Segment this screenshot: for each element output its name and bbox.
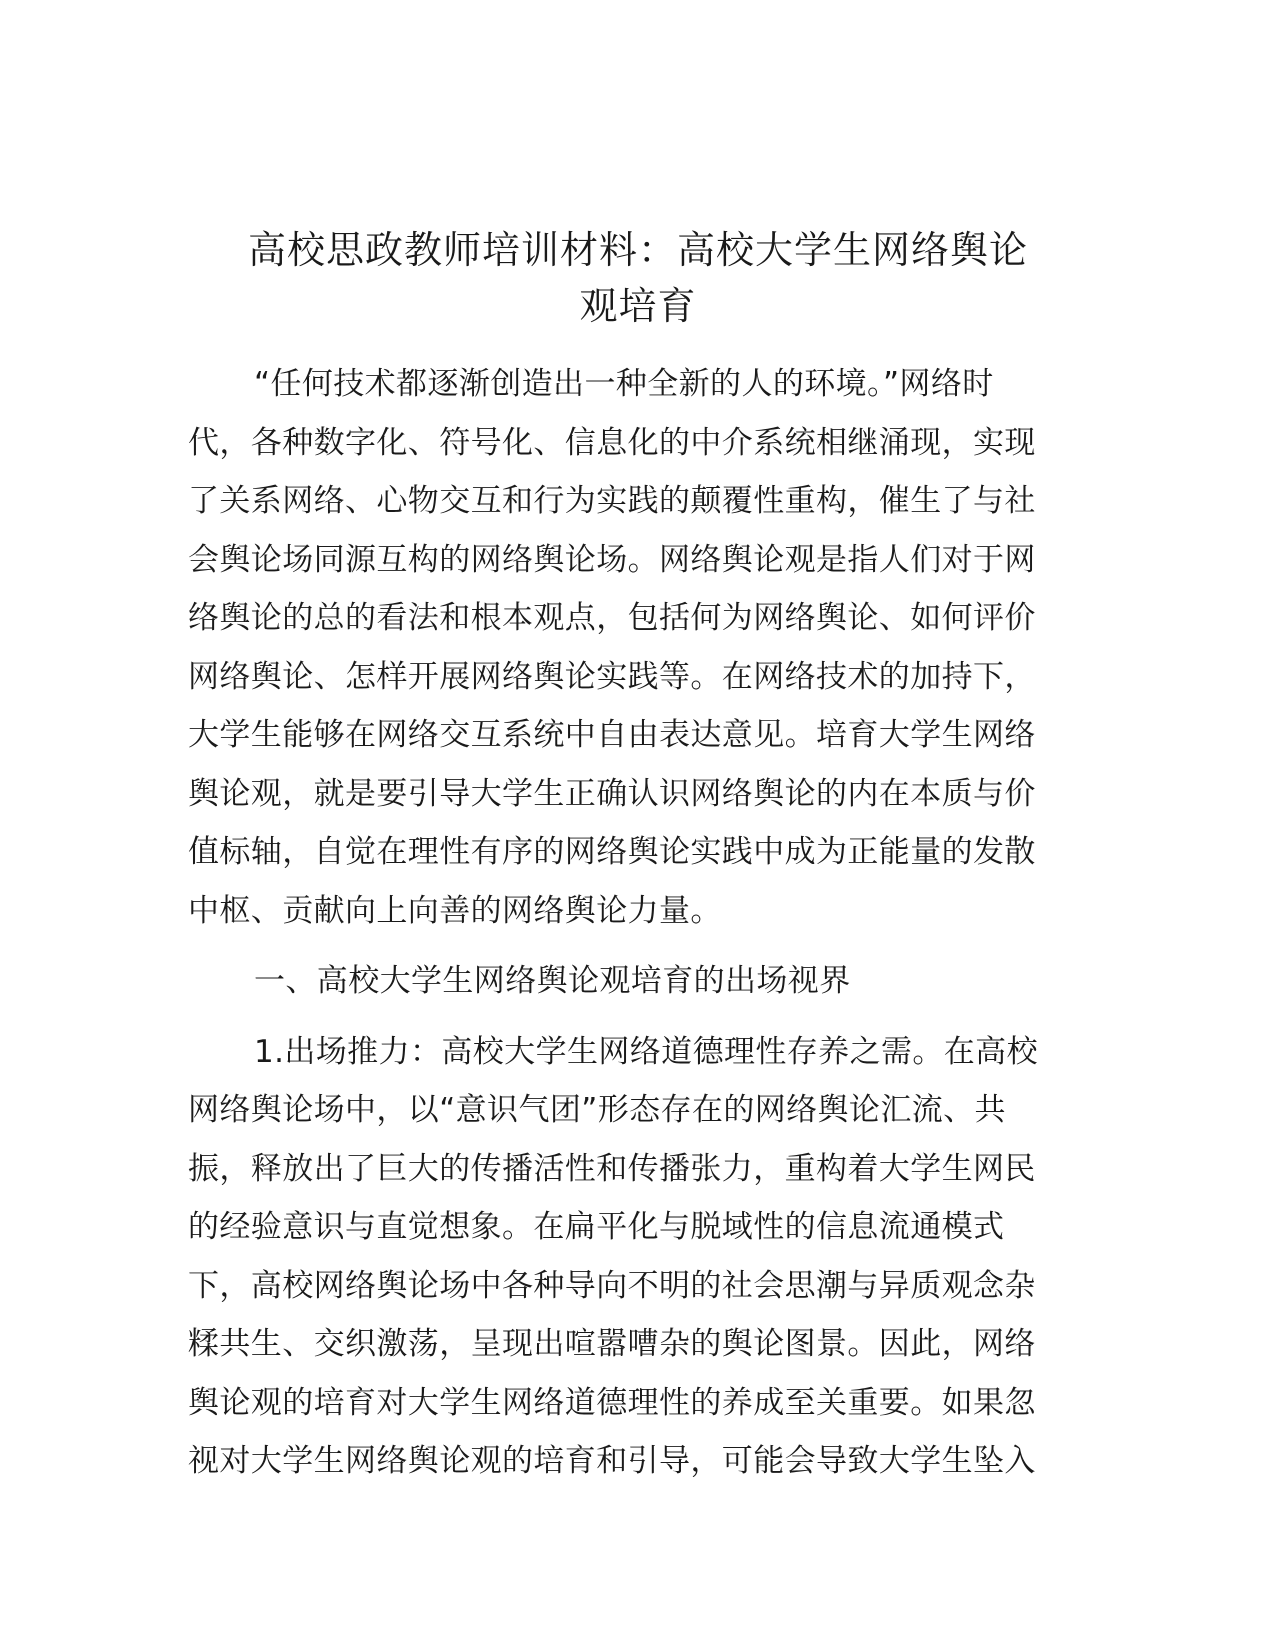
text-line: 中枢、贡献向上向善的网络舆论力量。 (188, 892, 722, 929)
text-line: 的经验意识与直觉想象。在扁平化与脱域性的信息流通模式 (188, 1209, 1005, 1245)
text-line: 代，各种数字化、符号化、信息化的中介系统相继涌现，实现 (188, 424, 1036, 461)
text-line: 了关系网络、心物交互和行为实践的颠覆性重构，催生了与社 (188, 483, 1036, 519)
text-line: 振，释放出了巨大的传播活性和传播张力，重构着大学生网民 (188, 1150, 1036, 1187)
title-line-2: 观培育 (579, 284, 697, 328)
text-line: 舆论观的培育对大学生网络道德理性的养成至关重要。如果忽 (188, 1384, 1036, 1421)
text-line: 视对大学生网络舆论观的培育和引导，可能会导致大学生坠入 (188, 1443, 1036, 1479)
text-line: 糅共生、交织激荡，呈现出喧嚣嘈杂的舆论图景。因此，网络 (188, 1326, 1036, 1362)
text-line: 值标轴，自觉在理性有序的网络舆论实践中成为正能量的发散 (188, 834, 1036, 870)
document-body (188, 355, 1086, 1503)
text-line: 下，高校网络舆论场中各种导向不明的社会思潮与异质观念杂 (188, 1267, 1036, 1304)
text-line: 网络舆论、怎样开展网络舆论实践等。在网络技术的加持下， (188, 658, 1036, 695)
heading-line: 一、高校大学生网络舆论观培育的出场视界 (254, 963, 851, 999)
text-line: 大学生能够在网络交互系统中自由表达意见。培育大学生网络 (188, 717, 1036, 753)
text-line: 网络舆论场中，以“意识气团”形态存在的网络舆论汇流、共 (188, 1092, 1006, 1128)
section-heading (188, 952, 1086, 1011)
text-line: 舆论观，就是要引导大学生正确认识网络舆论的内在本质与价 (188, 775, 1036, 812)
title-line-1: 高校思政教师培训材料：高校大学生网络舆论 (247, 228, 1028, 272)
intro-paragraph (188, 355, 1086, 940)
text-line: 1.出场推力：高校大学生网络道德理性存养之需。在高校 (254, 1033, 1038, 1070)
section-paragraph (188, 1023, 1086, 1491)
text-line: 络舆论的总的看法和根本观点，包括何为网络舆论、如何评价 (188, 600, 1036, 636)
document-title (178, 222, 1098, 334)
text-line: 会舆论场同源互构的网络舆论场。网络舆论观是指人们对于网 (188, 541, 1036, 578)
text-line: “任何技术都逐渐创造出一种全新的人的环境。”网络时 (254, 366, 994, 402)
